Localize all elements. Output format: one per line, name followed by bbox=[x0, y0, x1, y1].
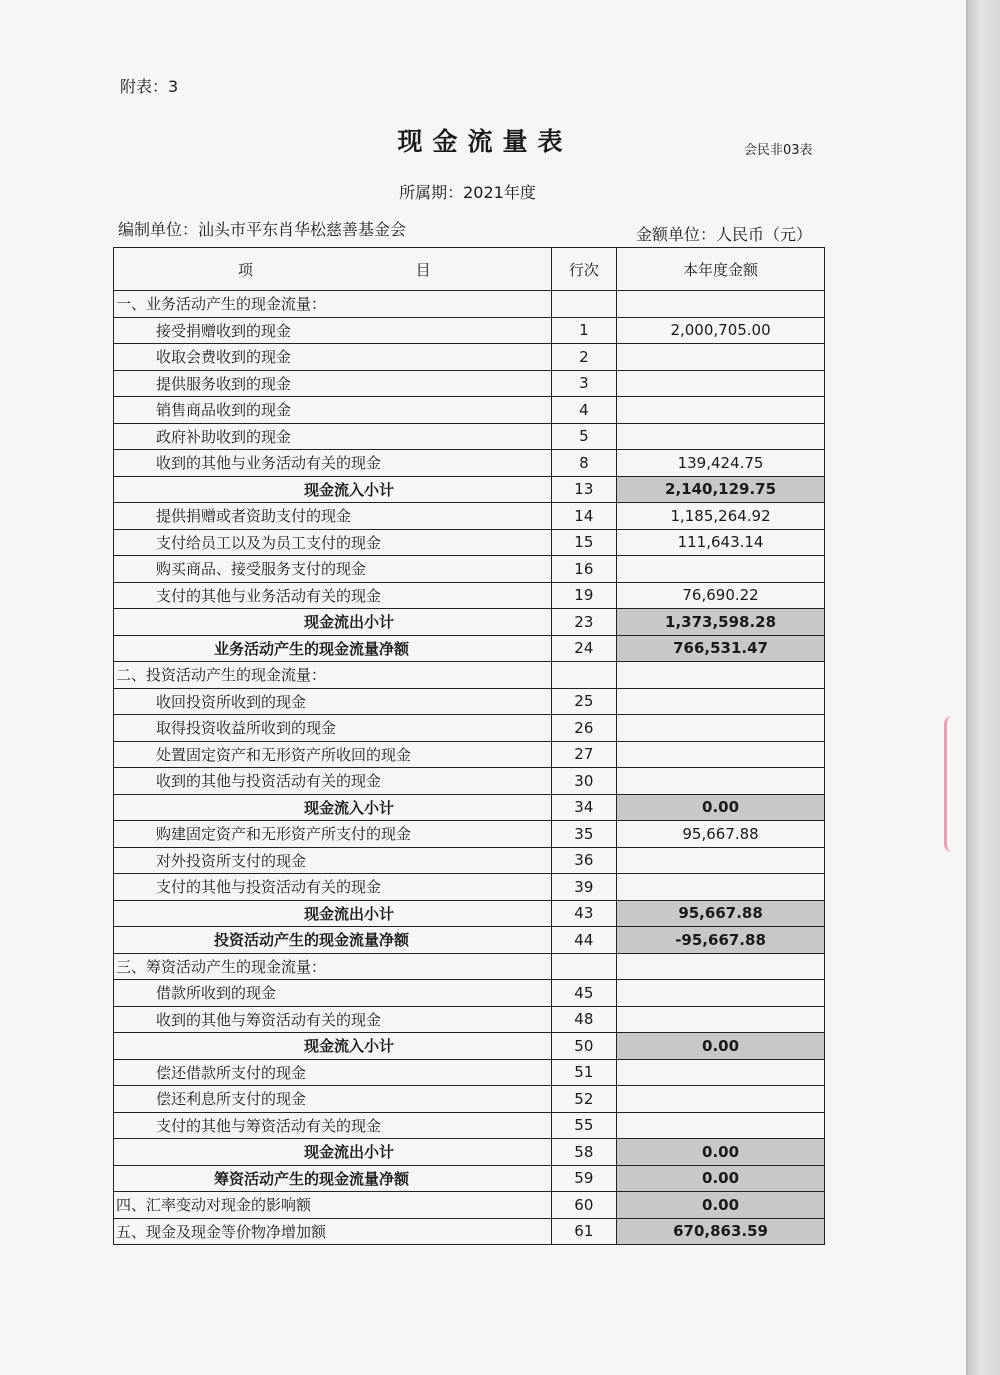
row-amount: 111,643.14 bbox=[617, 529, 825, 556]
table-row bbox=[114, 529, 825, 556]
row-item-label: 现金流出小计 bbox=[114, 609, 552, 636]
header-item-right: 目 bbox=[415, 260, 431, 279]
row-item-label: 二、投资活动产生的现金流量： bbox=[114, 662, 552, 689]
row-line-no: 55 bbox=[551, 1112, 616, 1139]
table-row bbox=[114, 953, 825, 980]
table-row bbox=[114, 662, 825, 689]
row-amount: 0.00 bbox=[617, 794, 825, 821]
row-amount bbox=[617, 980, 825, 1007]
row-amount: 95,667.88 bbox=[617, 821, 825, 848]
table-row bbox=[114, 582, 825, 609]
table-row bbox=[114, 847, 825, 874]
row-line-no: 45 bbox=[551, 980, 616, 1007]
table-row bbox=[114, 900, 825, 927]
row-item-label: 四、汇率变动对现金的影响额 bbox=[114, 1192, 552, 1219]
row-amount bbox=[617, 344, 825, 371]
row-line-no: 5 bbox=[551, 423, 616, 450]
row-amount: 670,863.59 bbox=[617, 1218, 825, 1245]
row-amount bbox=[617, 1112, 825, 1139]
row-item-label: 现金流入小计 bbox=[114, 476, 552, 503]
row-line-no: 25 bbox=[551, 688, 616, 715]
row-amount: 76,690.22 bbox=[617, 582, 825, 609]
table-row bbox=[114, 317, 825, 344]
row-item-label: 接受捐赠收到的现金 bbox=[114, 317, 552, 344]
row-item-label: 收取会费收到的现金 bbox=[114, 344, 552, 371]
row-item-label: 筹资活动产生的现金流量净额 bbox=[114, 1165, 552, 1192]
seal-stamp-fragment bbox=[944, 716, 971, 852]
row-amount: 0.00 bbox=[617, 1139, 825, 1166]
row-item-label: 业务活动产生的现金流量净额 bbox=[114, 635, 552, 662]
row-item-label: 现金流出小计 bbox=[114, 900, 552, 927]
table-row bbox=[114, 635, 825, 662]
form-code: 会民非03表 bbox=[744, 143, 813, 158]
row-line-no bbox=[551, 662, 616, 689]
row-amount bbox=[617, 715, 825, 742]
row-amount bbox=[617, 1006, 825, 1033]
row-amount bbox=[617, 397, 825, 424]
table-row bbox=[114, 370, 825, 397]
row-item-label: 偿还利息所支付的现金 bbox=[114, 1086, 552, 1113]
row-line-no: 39 bbox=[551, 874, 616, 901]
header-item-left: 项 bbox=[238, 260, 254, 279]
appendix-label: 附表：3 bbox=[120, 77, 179, 96]
row-amount bbox=[617, 291, 825, 318]
table-row bbox=[114, 980, 825, 1007]
row-item-label: 处置固定资产和无形资产所收回的现金 bbox=[114, 741, 552, 768]
row-line-no: 51 bbox=[551, 1059, 616, 1086]
row-item-label: 购建固定资产和无形资产所支付的现金 bbox=[114, 821, 552, 848]
table-row bbox=[114, 874, 825, 901]
row-line-no: 1 bbox=[551, 317, 616, 344]
row-line-no: 13 bbox=[551, 476, 616, 503]
row-item-label: 现金流入小计 bbox=[114, 1033, 552, 1060]
row-amount: 139,424.75 bbox=[617, 450, 825, 477]
row-amount bbox=[617, 768, 825, 795]
row-amount: 1,373,598.28 bbox=[617, 609, 825, 636]
row-item-label: 现金流出小计 bbox=[114, 1139, 552, 1166]
table-row bbox=[114, 1112, 825, 1139]
row-item-label: 一、业务活动产生的现金流量： bbox=[114, 291, 552, 318]
row-item-label: 支付给员工以及为员工支付的现金 bbox=[114, 529, 552, 556]
row-line-no: 2 bbox=[551, 344, 616, 371]
row-line-no: 23 bbox=[551, 609, 616, 636]
row-line-no: 4 bbox=[551, 397, 616, 424]
table-row bbox=[114, 1086, 825, 1113]
row-amount bbox=[617, 874, 825, 901]
row-amount: 766,531.47 bbox=[617, 635, 825, 662]
row-item-label: 投资活动产生的现金流量净额 bbox=[114, 927, 552, 954]
row-item-label: 三、筹资活动产生的现金流量： bbox=[114, 953, 552, 980]
row-line-no: 50 bbox=[551, 1033, 616, 1060]
row-item-label: 借款所收到的现金 bbox=[114, 980, 552, 1007]
row-amount bbox=[617, 370, 825, 397]
row-line-no: 61 bbox=[551, 1218, 616, 1245]
row-item-label: 取得投资收益所收到的现金 bbox=[114, 715, 552, 742]
table-row bbox=[114, 344, 825, 371]
table-row bbox=[114, 423, 825, 450]
row-line-no: 44 bbox=[551, 927, 616, 954]
row-amount: 0.00 bbox=[617, 1165, 825, 1192]
row-amount bbox=[617, 1086, 825, 1113]
row-amount bbox=[617, 847, 825, 874]
table-row bbox=[114, 741, 825, 768]
row-line-no: 48 bbox=[551, 1006, 616, 1033]
table-row bbox=[114, 1059, 825, 1086]
table-row bbox=[114, 450, 825, 477]
row-line-no: 30 bbox=[551, 768, 616, 795]
table-row bbox=[114, 556, 825, 583]
reporting-period: 所属期：2021年度 bbox=[399, 183, 536, 202]
row-amount bbox=[617, 688, 825, 715]
row-item-label: 支付的其他与业务活动有关的现金 bbox=[114, 582, 552, 609]
row-line-no: 52 bbox=[551, 1086, 616, 1113]
table-row bbox=[114, 609, 825, 636]
row-amount: 0.00 bbox=[617, 1033, 825, 1060]
row-line-no: 19 bbox=[551, 582, 616, 609]
row-amount bbox=[617, 741, 825, 768]
currency-unit: 金额单位：人民币（元） bbox=[636, 225, 813, 244]
page-title: 现金流量表 bbox=[397, 127, 573, 156]
table-row bbox=[114, 503, 825, 530]
row-line-no: 24 bbox=[551, 635, 616, 662]
header-item bbox=[114, 248, 552, 291]
row-amount: 2,140,129.75 bbox=[617, 476, 825, 503]
row-item-label: 销售商品收到的现金 bbox=[114, 397, 552, 424]
header-amount: 本年度金额 bbox=[617, 248, 825, 291]
table-row bbox=[114, 1006, 825, 1033]
row-line-no: 8 bbox=[551, 450, 616, 477]
row-amount: 0.00 bbox=[617, 1192, 825, 1219]
row-item-label: 现金流入小计 bbox=[114, 794, 552, 821]
row-item-label: 提供服务收到的现金 bbox=[114, 370, 552, 397]
table-row bbox=[114, 1139, 825, 1166]
row-amount bbox=[617, 1059, 825, 1086]
row-amount: -95,667.88 bbox=[617, 927, 825, 954]
row-line-no: 16 bbox=[551, 556, 616, 583]
table-row bbox=[114, 688, 825, 715]
table-row bbox=[114, 821, 825, 848]
row-item-label: 支付的其他与筹资活动有关的现金 bbox=[114, 1112, 552, 1139]
table-row bbox=[114, 768, 825, 795]
row-item-label: 收到的其他与投资活动有关的现金 bbox=[114, 768, 552, 795]
row-line-no bbox=[551, 291, 616, 318]
row-item-label: 收到的其他与筹资活动有关的现金 bbox=[114, 1006, 552, 1033]
preparer-organization: 编制单位：汕头市平东肖华松慈善基金会 bbox=[118, 220, 407, 239]
row-item-label: 对外投资所支付的现金 bbox=[114, 847, 552, 874]
row-amount bbox=[617, 423, 825, 450]
row-line-no: 26 bbox=[551, 715, 616, 742]
row-amount bbox=[617, 556, 825, 583]
table-row bbox=[114, 291, 825, 318]
table-row bbox=[114, 1165, 825, 1192]
table-row bbox=[114, 927, 825, 954]
table-row bbox=[114, 1192, 825, 1219]
row-line-no: 3 bbox=[551, 370, 616, 397]
row-item-label: 偿还借款所支付的现金 bbox=[114, 1059, 552, 1086]
table-header-row bbox=[114, 248, 825, 291]
row-amount: 1,185,264.92 bbox=[617, 503, 825, 530]
row-line-no: 60 bbox=[551, 1192, 616, 1219]
row-amount: 2,000,705.00 bbox=[617, 317, 825, 344]
row-item-label: 收到的其他与业务活动有关的现金 bbox=[114, 450, 552, 477]
row-line-no: 27 bbox=[551, 741, 616, 768]
table-row bbox=[114, 715, 825, 742]
header-line-no: 行次 bbox=[551, 248, 616, 291]
table-row bbox=[114, 397, 825, 424]
row-item-label: 收回投资所收到的现金 bbox=[114, 688, 552, 715]
table-row bbox=[114, 1218, 825, 1245]
row-item-label: 支付的其他与投资活动有关的现金 bbox=[114, 874, 552, 901]
row-item-label: 政府补助收到的现金 bbox=[114, 423, 552, 450]
row-line-no: 34 bbox=[551, 794, 616, 821]
row-item-label: 五、现金及现金等价物净增加额 bbox=[114, 1218, 552, 1245]
row-line-no: 59 bbox=[551, 1165, 616, 1192]
page-edge bbox=[968, 0, 1000, 1375]
row-line-no: 15 bbox=[551, 529, 616, 556]
cash-flow-table bbox=[113, 247, 825, 1245]
row-amount bbox=[617, 662, 825, 689]
row-amount: 95,667.88 bbox=[617, 900, 825, 927]
row-line-no: 58 bbox=[551, 1139, 616, 1166]
row-line-no: 35 bbox=[551, 821, 616, 848]
row-line-no: 43 bbox=[551, 900, 616, 927]
table-row bbox=[114, 794, 825, 821]
row-line-no: 14 bbox=[551, 503, 616, 530]
row-item-label: 提供捐赠或者资助支付的现金 bbox=[114, 503, 552, 530]
row-amount bbox=[617, 953, 825, 980]
table-row bbox=[114, 1033, 825, 1060]
row-line-no bbox=[551, 953, 616, 980]
row-item-label: 购买商品、接受服务支付的现金 bbox=[114, 556, 552, 583]
row-line-no: 36 bbox=[551, 847, 616, 874]
table-row bbox=[114, 476, 825, 503]
